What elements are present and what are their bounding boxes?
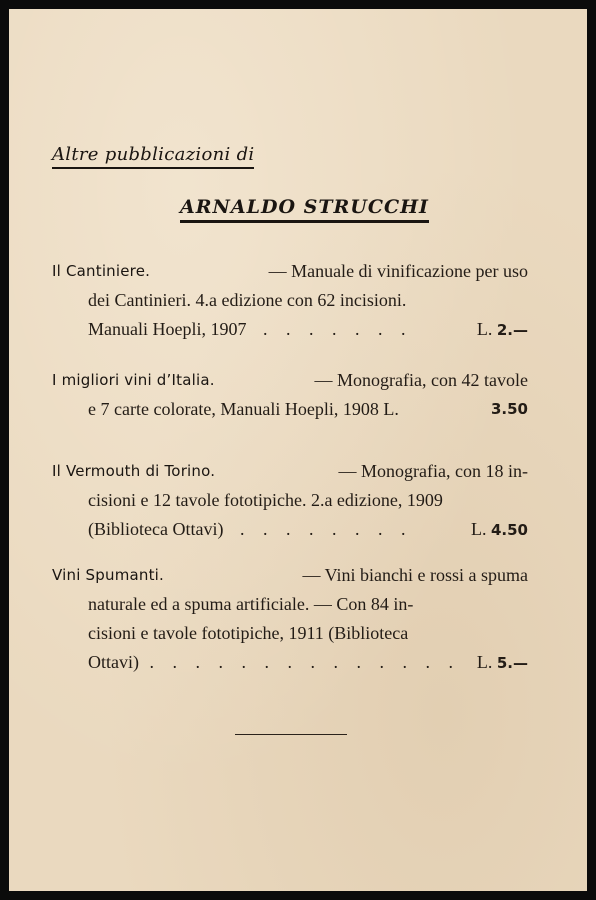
- entry-description: — Monografia, con 18 in-: [338, 461, 528, 481]
- leader-dots: . . . . . . . . . . . . . .: [149, 652, 460, 672]
- entry-price: L. 2.—: [476, 319, 528, 339]
- entry-line: dei Cantinieri. 4.a edizione con 62 incisioni.: [88, 290, 407, 310]
- book-page: [9, 9, 587, 891]
- entry-title: Il Vermouth di Torino.: [52, 462, 216, 480]
- entry-description: — Vini bianchi e rossi a spuma: [302, 565, 528, 585]
- entry-price: L. 4.50: [470, 519, 528, 539]
- header-author: ARNALDO STRUCCHI: [180, 195, 429, 223]
- entry-line: [52, 366, 528, 395]
- entry-publisher: Ottavi): [88, 652, 139, 672]
- leader-dots: . . . . . . .: [262, 319, 413, 339]
- entry-line: cisioni e tavole fototipiche, 1911 (Biblioteca: [88, 623, 409, 643]
- entry-line: [52, 257, 528, 286]
- header-subtitle: Altre pubblicazioni di: [52, 144, 254, 169]
- entry-publisher: Manuali Hoepli, 1907: [88, 319, 247, 339]
- entry-price-line: [88, 648, 528, 677]
- entry-title: Il Cantiniere.: [52, 262, 151, 280]
- entry-description: — Monografia, con 42 tavole: [314, 370, 528, 390]
- entry-price-line: [88, 315, 528, 344]
- entry-publisher: (Biblioteca Ottavi): [88, 519, 224, 539]
- entry-price-line: [88, 515, 528, 544]
- entry-price-line: [88, 395, 528, 424]
- entry-title: I migliori vini d’Italia.: [52, 371, 215, 389]
- closing-rule: [235, 734, 347, 735]
- entry-line: naturale ed a spuma artificiale. — Con 84 in-: [88, 594, 414, 614]
- entry-publisher: e 7 carte colorate, Manuali Hoepli, 1908 L.: [88, 399, 399, 419]
- entry-line: [52, 561, 528, 590]
- entry-title: Vini Spumanti.: [52, 566, 165, 584]
- entry-line: cisioni e 12 tavole fototipiche. 2.a edizione, 1909: [88, 490, 443, 510]
- leader-dots: . . . . . . . .: [239, 519, 413, 539]
- entry-price: L. 5.—: [476, 652, 528, 672]
- entry-price: 3.50: [490, 400, 528, 418]
- entry-description: — Manuale di vinificazione per uso: [268, 261, 528, 281]
- entry-line: [52, 457, 528, 486]
